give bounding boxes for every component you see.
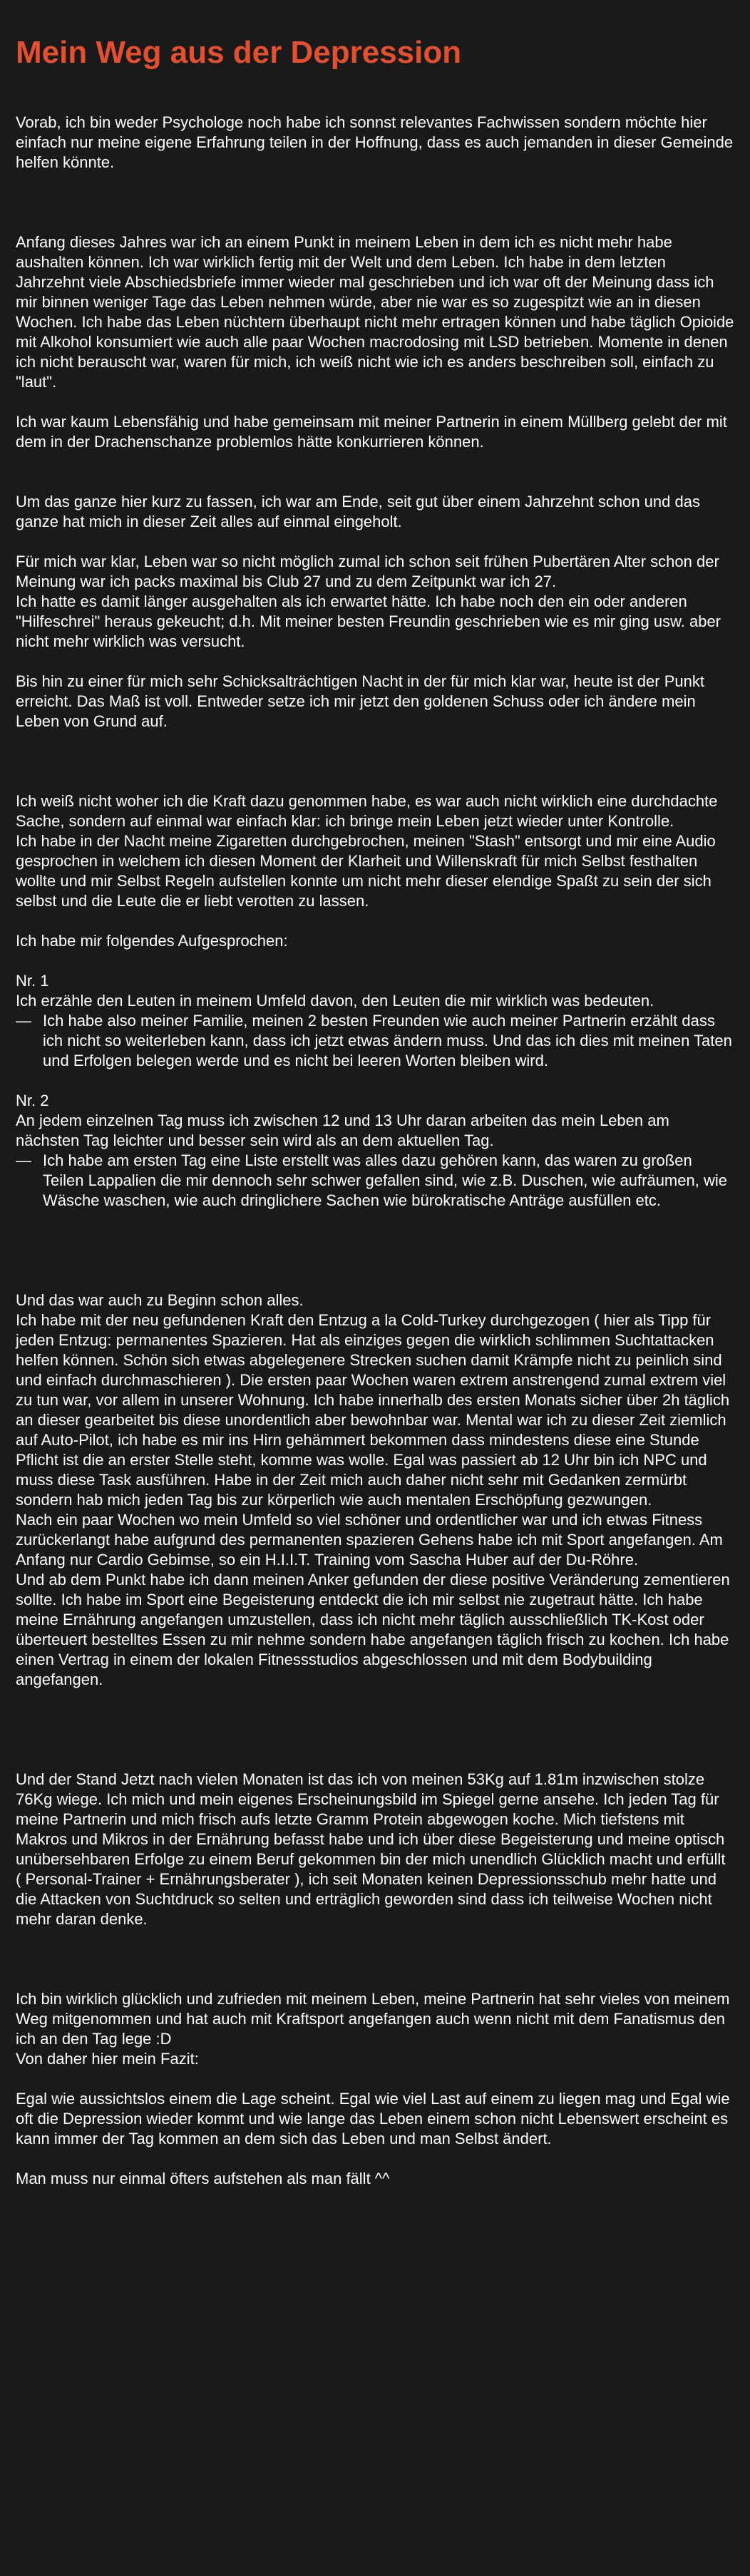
rule-2-detail-text: Ich habe am ersten Tag eine Liste erstellt was alles dazu gehören kann, das waren zu großen Teilen Lappalien die mir dennoch sehr schwer gefallen sind, wie z.B. Duschen, wie aufräumen, wie Wäsche waschen, wie auch dringlichere Sachen wie bürokratische Anträge ausfüllen etc. (43, 1151, 727, 1210)
rule-1-label: Nr. 1 (16, 972, 49, 990)
paragraph-9: Und der Stand Jetzt nach vielen Monaten ist das ich von meinen 53Kg auf 1.81m inzwischen stolze 76Kg wiege. Ich mich und mein eigenes Erscheinungsbild im Spiegel gerne ansehe. Ich jeden Tag für meine Partnerin und mich frisch aufs letzte Gramm Protein abgewogen koche. Mich tiefstens mit Makros und Mikros in der Ernährung befasst habe und ich über diese Begeisterung und meine optisch unübersehbaren Erfolge zu einem Beruf gekommen bin der mich unendlich Glücklich macht und erfüllt ( Personal-Trainer + Ernährungsberater ), ich seit Monaten keinen Depressionsschub mehr hatte und die Attacken von Suchtdruck so selten und erträglich geworden sind dass ich teilweise Wochen nicht mehr daran denke. (16, 1770, 726, 1929)
paragraph-10: Ich bin wirklich glücklich und zufrieden mit meinem Leben, meine Partnerin hat sehr vieles von meinem Weg mitgenommen und hat auch mit Kraftsport angefangen auch wenn nicht mit dem Fanatismus den ich an den Tag lege :D Von daher hier mein Fazit: (16, 1990, 730, 2068)
dash-mark: — (16, 1151, 31, 1170)
rule-1-detail (16, 1011, 734, 1071)
rule-1-detail-text: Ich habe also meiner Familie, meinen 2 besten Freunden wie auch meiner Partnerin erzählt dass ich nicht so weiterleben kann, dass ich jetzt etwas ändern muss. Und das ich dies mit meinen Taten und Erfolgen belegen werde und es nicht bei leeren Worten bleiben wird. (43, 1012, 732, 1070)
rule-2-label: Nr. 2 (16, 1092, 49, 1110)
paragraph-2: Ich war kaum Lebensfähig und habe gemeinsam mit meiner Partnerin in einem Müllberg gelebt der mit dem in der Drachenschanze problemlos hätte konkurrieren können. (16, 413, 727, 451)
paragraph-3: Um das ganze hier kurz zu fassen, ich war am Ende, seit gut über einem Jahrzehnt schon und das ganze hat mich in dieser Zeit alles auf einmal eingeholt. (16, 493, 700, 531)
paragraph-5: Bis hin zu einer für mich sehr Schicksalträchtigen Nacht in der für mich klar war, heute ist der Punkt erreicht. Das Maß ist voll. Entweder setze ich mir jetzt den goldenen Schuss oder ich ändere mein Leben von Grund auf. (16, 672, 704, 731)
post-title: Mein Weg aus der Depression (16, 35, 462, 70)
rule-2-text: An jedem einzelnen Tag muss ich zwischen 12 und 13 Uhr daran arbeiten das mein Leben am nächsten Tag leichter und besser sein wird als an dem aktuellen Tag. (16, 1112, 669, 1150)
paragraph-8: Und das war auch zu Beginn schon alles. Ich habe mit der neu gefundenen Kraft den Entzug a la Cold-Turkey durchgezogen ( hier als Tipp für jeden Entzug: permanentes Spazieren. Hat als einziges gegen die wirklich schlimmen Suchtattacken helfen können. Schön sich etwas abgelegenere Strecken suchen damit Krämpfe nicht zu peinlich sind und einfach durchmaschieren ). Die ersten paar Wochen waren extrem anstrengend zumal extrem viel zu tun war, vor allem in unserer Wohnung. Ich habe innerhalb des ersten Monats sicher über 2h täglich an dieser gearbeitet bis diese unordentlich aber bewohnbar war. Mental war ich zu dieser Zeit ziemlich auf Auto-Pilot, ich habe es mir ins Hirn gehämmert bekommen dass mindestens diese eine Stunde Pflicht ist die an erster Stelle steht, komme was wolle. Egal was passiert ab 12 Uhr bin ich NPC und muss diese Task ausführen. Habe in der Zeit mich auch daher nicht sehr mit Gedanken zermürbt sondern hab mich jeden Tag bis zur körperlich wie auch mentalen Erschöpfung gezwungen. Nach ein paar Wochen wo mein Umfeld so viel schöner und ordentlicher war und ich etwas Fitness zurückerlangt habe aufgrund des permanenten spazieren Gehens habe ich mit Sport angefangen. Am Anfang nur Cardio Gebimse, so ein H.I.I.T. Training vom Sascha Huber auf der Du-Röhre. Und ab dem Punkt habe ich dann meinen Anker gefunden der diese positive Veränderung zementieren sollte. Ich habe im Sport eine Begeisterung entdeckt die ich mir selbst nie zugetraut hätte. Ich habe meine Ernährung angefangen umzustellen, dass ich nicht mehr täglich ausschließlich TK-Kost oder überteuert bestelltes Essen zu mir nehme sondern habe angefangen täglich frisch zu kochen. Ich habe einen Vertrag in einem der lokalen Fitnessstudios abgeschlossen und mit dem Bodybuilding angefangen. (16, 1291, 730, 1689)
paragraph-6: Ich weiß nicht woher ich die Kraft dazu genommen habe, es war auch nicht wirklich eine durchdachte Sache, sondern auf einmal war einfach klar: ich bringe mein Leben jetzt wieder unter Kontrolle. Ich habe in der Nacht meine Zigaretten durchgebrochen, meinen "Stash" entsorgt und mir eine Audio gesprochen in welchem ich diesen Moment der Klarheit und Willenskraft für mich Selbst festhalten wollte und mir Selbst Regeln aufstellen konnte um nicht mehr dieser elendige Spaßt zu sein der sich selbst und die Leute die er liebt verotten zu lassen. (16, 792, 718, 910)
paragraph-4: Für mich war klar, Leben war so nicht möglich zumal ich schon seit frühen Pubertären Alter schon der Meinung war ich packs maximal bis Club 27 und zu dem Zeitpunkt war ich 27. Ich hatte es damit länger ausgehalten als ich erwartet hätte. Ich habe noch den ein oder anderen "Hilfeschrei" heraus gekeucht; d.h. Mit meiner besten Freundin geschrieben wie es mir ging usw. aber nicht mehr wirklich was versucht. (16, 553, 721, 651)
intro-paragraph: Vorab, ich bin weder Psychologe noch habe ich sonnst relevantes Fachwissen sondern möchte hier einfach nur meine eigene Erfahrung teilen in der Hoffnung, dass es auch jemanden in dieser Gemeinde helfen könnte. (16, 113, 734, 172)
paragraph-12: Man muss nur einmal öfters aufstehen als man fällt ^^ (16, 2170, 390, 2188)
rule-2-detail (16, 1151, 734, 1211)
paragraph-7: Ich habe mir folgendes Aufgesprochen: (16, 932, 288, 950)
paragraph-1: Anfang dieses Jahres war ich an einem Punkt in meinem Leben in dem ich es nicht mehr habe aushalten können. Ich war wirklich fertig mit der Welt und dem Leben. Ich habe in dem letzten Jahrzehnt viele Abschiedsbriefe immer wieder mal geschrieben und ich war oft der Meinung dass ich mir binnen weniger Tage das Leben nehmen würde, aber nie war es so zugespitzt wie an in diesen Wochen. Ich habe das Leben nüchtern überhaupt nicht mehr ertragen können und habe täglich Opioide mit Alkohol konsumiert wie auch alle paar Wochen macrodosing mit LSD betrieben. Momente in denen ich nicht berauscht war, waren für mich, ich weiß nicht wie ich es anders beschreiben soll, einfach zu "laut". (16, 233, 734, 391)
rule-1-text: Ich erzähle den Leuten in meinem Umfeld davon, den Leuten die mir wirklich was bedeuten. (16, 992, 654, 1010)
dash-mark: — (16, 1012, 31, 1030)
paragraph-11: Egal wie aussichtslos einem die Lage scheint. Egal wie viel Last auf einem zu liegen mag und Egal wie oft die Depression wieder kommt und wie lange das Leben einem schon nicht Lebenswert erscheint es kann immer der Tag kommen an dem sich das Leben und man Selbst ändert. (16, 2090, 730, 2148)
